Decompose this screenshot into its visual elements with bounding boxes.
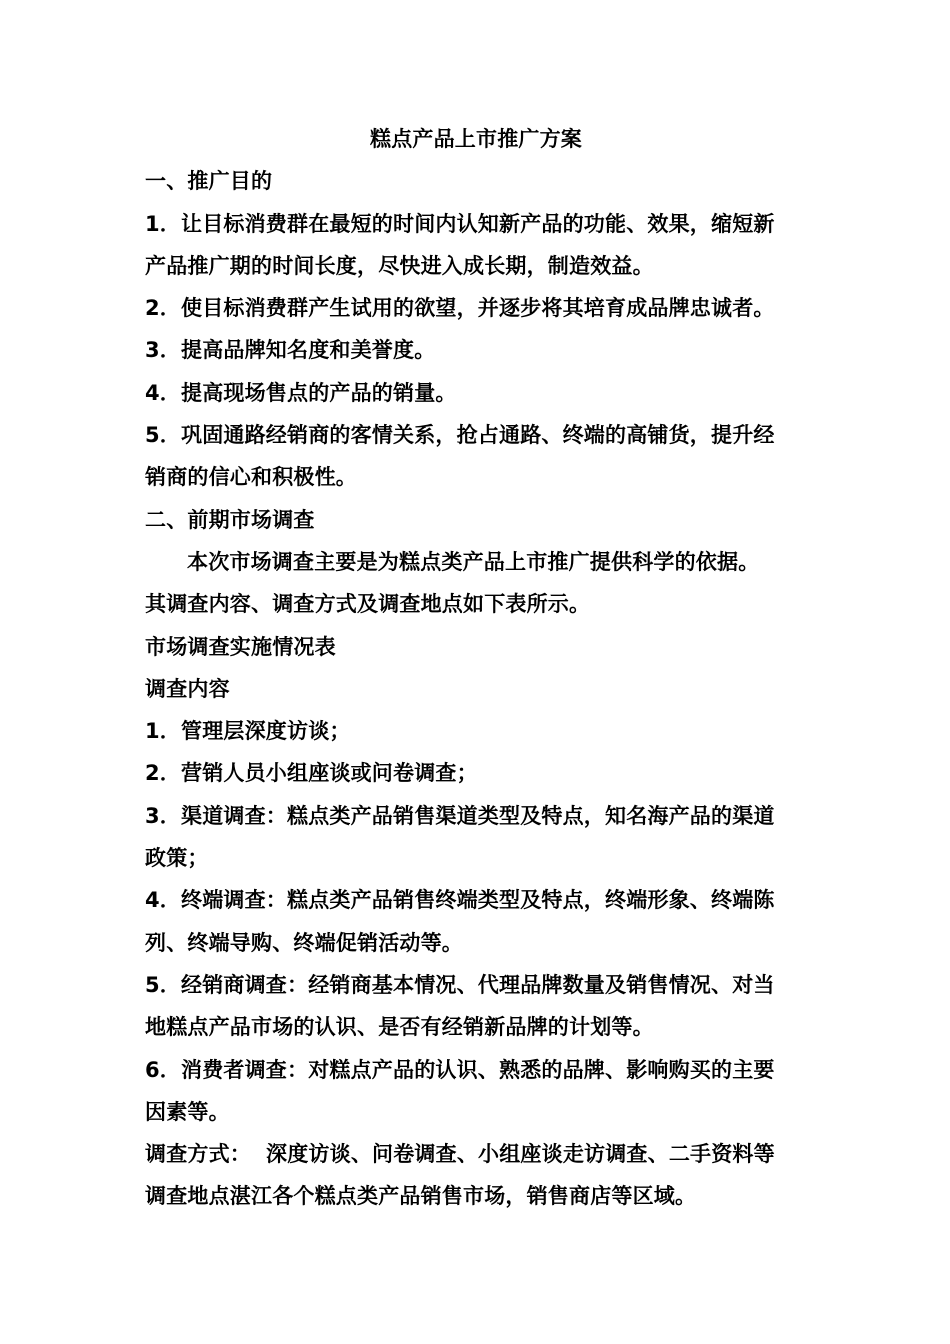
research-item-5-line-1: 5．经销商调查：经销商基本情况、代理品牌数量及销售情况、对当 (145, 972, 775, 997)
research-item-2: 2．营销人员小组座谈或问卷调查； (145, 761, 478, 786)
section-heading-goals: 一、推广目的 (145, 169, 273, 194)
goal-5-line-2: 销商的信心和积极性。 (145, 465, 357, 490)
table-title: 市场调查实施情况表 (145, 634, 336, 659)
research-item-4-line-2: 列、终端导购、终端促销活动等。 (145, 930, 463, 955)
research-location: 调查地点湛江各个糕点类产品销售市场，销售商店等区域。 (145, 1184, 697, 1209)
research-item-4-line-1: 4．终端调查：糕点类产品销售终端类型及特点，终端形象、终端陈 (145, 888, 775, 913)
research-item-6-line-2: 因素等。 (145, 1099, 230, 1124)
document-body (145, 118, 807, 1218)
goal-1-line-1: 1．让目标消费群在最短的时间内认知新产品的功能、效果，缩短新 (145, 211, 775, 236)
section-heading-research: 二、前期市场调查 (145, 507, 315, 532)
research-item-3-line-2: 政策； (145, 846, 209, 871)
research-intro-line-2: 其调查内容、调查方式及调查地点如下表所示。 (145, 592, 591, 617)
research-item-3-line-1: 3．渠道调查：糕点类产品销售渠道类型及特点，知名海产品的渠道 (145, 803, 775, 828)
research-item-6-line-1: 6．消费者调查：对糕点产品的认识、熟悉的品牌、影响购买的主要 (145, 1057, 775, 1082)
content-label: 调查内容 (145, 676, 230, 701)
research-item-1: 1．管理层深度访谈； (145, 719, 351, 744)
research-item-5-line-2: 地糕点产品市场的认识、是否有经销新品牌的计划等。 (145, 1015, 654, 1040)
research-method: 调查方式： 深度访谈、问卷调查、小组座谈走访调查、二手资料等 (145, 1142, 775, 1167)
goal-3: 3．提高品牌知名度和美誉度。 (145, 338, 436, 363)
goal-1-line-2: 产品推广期的时间长度，尽快进入成长期，制造效益。 (145, 253, 654, 278)
research-intro-line-1: 本次市场调查主要是为糕点类产品上市推广提供科学的依据。 (187, 549, 760, 574)
goal-5-line-1: 5．巩固通路经销商的客情关系，抢占通路、终端的高铺货，提升经 (145, 423, 775, 448)
goal-2: 2．使目标消费群产生试用的欲望，并逐步将其培育成品牌忠诚者。 (145, 296, 775, 321)
document-title: 糕点产品上市推广方案 (370, 127, 582, 151)
goal-4: 4．提高现场售点的产品的销量。 (145, 380, 457, 405)
